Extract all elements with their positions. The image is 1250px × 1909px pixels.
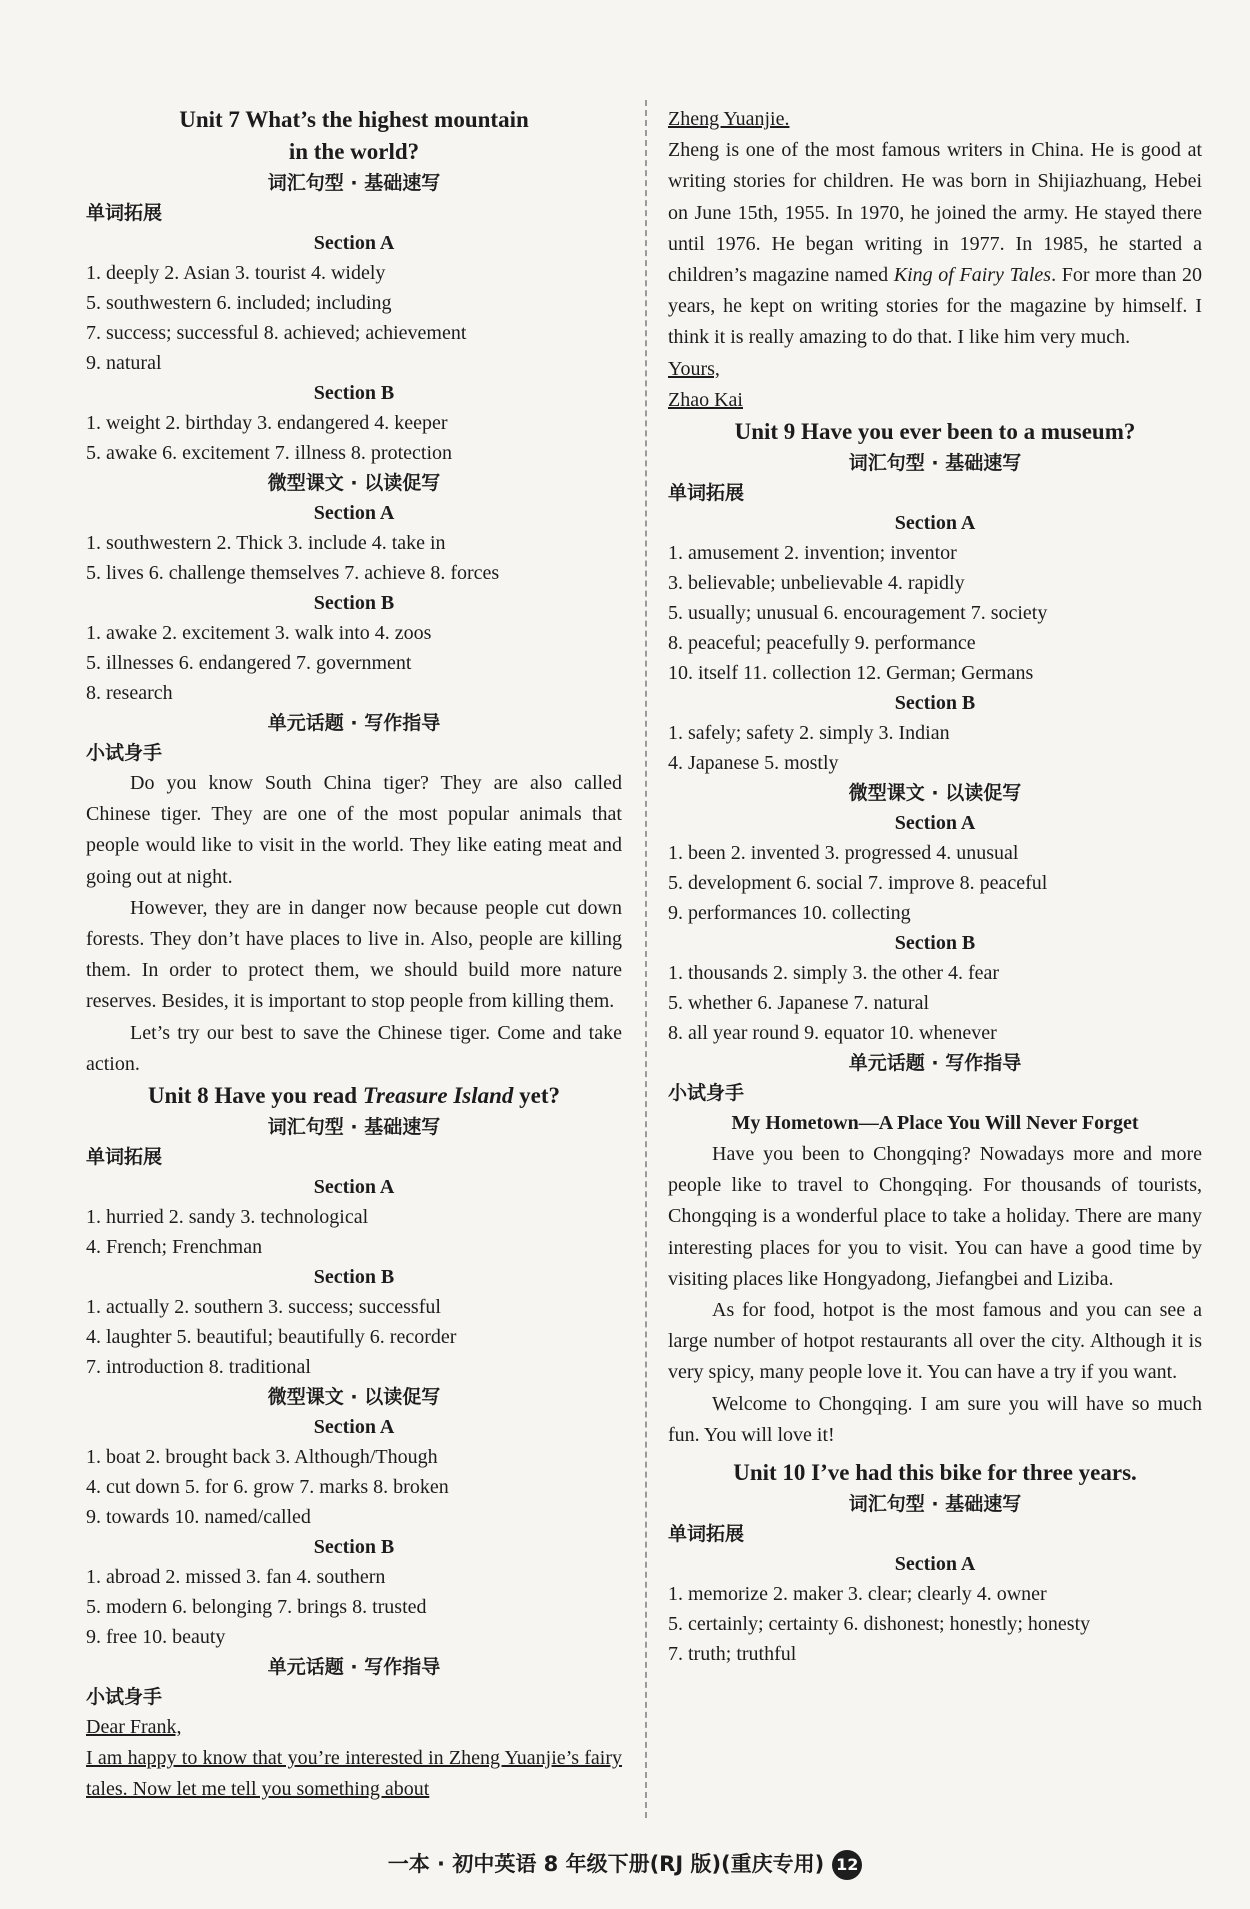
letter-closing: Yours,	[668, 357, 720, 380]
answer-line: 1. boat 2. brought back 3. Although/Though	[86, 1446, 438, 1469]
letter-paragraph-2-a: Zheng is one of the most famous writers in China. He is good at writing stories for children. He was born in Shijiazhuang, Hebei on June 15th, 1955. In 1970, he joined the army. He stayed there until 1976. He began writing in 1977. In 1985, he started a children’s magazine named	[668, 139, 1202, 287]
unit9-topic-heading: 单元话题 · 写作指导	[848, 1052, 1022, 1075]
unit7-vocab-heading: 词汇句型 · 基础速写	[267, 172, 441, 194]
unit10-vocab-heading: 词汇句型 · 基础速写	[848, 1493, 1022, 1516]
answer-line: 1. safely; safety 2. simply 3. Indian	[668, 722, 950, 745]
unit7-essay-paragraph-2: However, they are in danger now because people cut down forests. They don’t have places to live in. Also, people are killing them. In order to protect them, we should build more nature reserves. Besides, it is important to stop people from killing them.	[86, 896, 622, 1013]
unit8-title	[86, 1080, 622, 1112]
unit8-try-label: 小试身手	[86, 1686, 163, 1709]
answer-line: 7. success; successful 8. achieved; achievement	[86, 322, 467, 344]
answer-line: 4. cut down 5. for 6. grow 7. marks 8. broken	[86, 1476, 449, 1499]
unit7-section-a: Section A	[313, 232, 395, 254]
letter-greeting: Dear Frank,	[86, 1716, 182, 1739]
answer-line: 1. amusement 2. invention; inventor	[668, 542, 957, 565]
unit8-title-italic: Treasure Island	[362, 1083, 514, 1109]
answer-line: 3. believable; unbelievable 4. rapidly	[668, 572, 965, 595]
unit9-essay-paragraph-1: Have you been to Chongqing? Nowadays more and more people like to travel to Chongqing. For thousands of tourists, Chongqing is a wonderful place to take a holiday. There are many interesting places for you to visit. You can have a good time by visiting places like Hongyadong, Jiefangbei and Liziba.	[668, 1143, 1202, 1290]
answer-line: 8. research	[86, 682, 173, 704]
answer-line: 9. performances 10. collecting	[668, 902, 911, 925]
unit9-essay-paragraph-3: Welcome to Chongqing. I am sure you will have so much fun. You will love it!	[668, 1392, 1202, 1446]
letter-continued: Zheng Yuanjie.	[668, 108, 790, 130]
unit8-title-suffix: yet?	[513, 1083, 561, 1109]
unit9-micro-section-a: Section A	[894, 812, 976, 835]
unit7-micro-section-b: Section B	[313, 592, 395, 614]
answer-line: 4. Japanese 5. mostly	[668, 752, 839, 775]
answer-line: 9. free 10. beauty	[86, 1626, 226, 1649]
page-footer	[0, 1848, 1250, 1880]
answer-line: 7. truth; truthful	[668, 1643, 797, 1666]
unit7-topic-heading: 单元话题 · 写作指导	[267, 712, 441, 734]
answer-line: 8. peaceful; peacefully 9. performance	[668, 632, 976, 655]
left-column	[86, 104, 622, 1806]
unit9-essay-title: My Hometown—A Place You Will Never Forget	[731, 1112, 1139, 1135]
magazine-name: King of Fairy Tales	[893, 264, 1052, 287]
letter-paragraph-1: I am happy to know that you’re interested in Zheng Yuanjie’s fairy tales. Now let me tell you something about	[86, 1747, 622, 1801]
unit9-micro-heading: 微型课文 · 以读促写	[848, 782, 1022, 805]
unit9-expand-label: 单词拓展	[668, 482, 745, 505]
answer-line: 9. natural	[86, 352, 162, 374]
right-column	[668, 104, 1202, 1669]
page-number: 12	[832, 1850, 862, 1880]
unit9-section-a: Section A	[894, 512, 976, 535]
unit7-section-b: Section B	[313, 382, 395, 404]
column-divider	[645, 100, 647, 1818]
answer-line: 5. certainly; certainty 6. dishonest; honestly; honesty	[668, 1613, 1091, 1636]
letter-paragraph-2	[668, 135, 1202, 353]
unit10-title: Unit 10 I’ve had this bike for three years.	[733, 1460, 1137, 1486]
unit7-essay-paragraph-3: Let’s try our best to save the Chinese tiger. Come and take action.	[86, 1021, 622, 1075]
unit8-expand-label: 单词拓展	[86, 1146, 163, 1169]
unit8-vocab-heading: 词汇句型 · 基础速写	[267, 1116, 441, 1139]
unit7-title-line2: in the world?	[288, 139, 420, 164]
unit8-micro-section-b: Section B	[313, 1536, 395, 1559]
answer-line: 5. awake 6. excitement 7. illness 8. protection	[86, 442, 453, 464]
answer-line: 4. laughter 5. beautiful; beautifully 6. recorder	[86, 1326, 457, 1349]
unit8-micro-heading: 微型课文 · 以读促写	[267, 1386, 441, 1409]
answer-line: 1. actually 2. southern 3. success; successful	[86, 1296, 441, 1319]
letter-paragraph-2-b: . For more than 20 years, he kept on writing stories for the magazine by himself. I think it is really amazing to do that. I like him very much.	[668, 264, 1202, 349]
unit10-section-a: Section A	[894, 1553, 976, 1576]
answer-line: 7. introduction 8. traditional	[86, 1356, 311, 1379]
unit9-try-label: 小试身手	[668, 1082, 745, 1105]
unit10-expand-label: 单词拓展	[668, 1523, 745, 1546]
footer-book-title: 一本 · 初中英语 8 年级下册(RJ 版)(重庆专用)	[387, 1852, 825, 1876]
unit9-title: Unit 9 Have you ever been to a museum?	[734, 419, 1136, 445]
unit7-expand-label: 单词拓展	[86, 202, 163, 224]
answer-line: 1. been 2. invented 3. progressed 4. unusual	[668, 842, 1019, 865]
answer-line: 5. development 6. social 7. improve 8. peaceful	[668, 872, 1048, 895]
answer-line: 5. modern 6. belonging 7. brings 8. trusted	[86, 1596, 427, 1619]
answer-line: 1. thousands 2. simply 3. the other 4. fear	[668, 962, 1000, 985]
unit9-essay-paragraph-2: As for food, hotpot is the most famous and you can see a large number of hotpot restaurants all over the city. Although it is very spicy, many people love it. You can have a try if you want.	[668, 1299, 1202, 1384]
answer-line: 5. usually; unusual 6. encouragement 7. society	[668, 602, 1048, 625]
answer-line: 9. towards 10. named/called	[86, 1506, 311, 1529]
unit9-section-b: Section B	[894, 692, 976, 715]
unit9-micro-section-b: Section B	[894, 932, 976, 955]
answer-line: 5. illnesses 6. endangered 7. government	[86, 652, 412, 674]
unit9-vocab-heading: 词汇句型 · 基础速写	[848, 452, 1022, 475]
answer-line: 10. itself 11. collection 12. German; Germans	[668, 662, 1034, 685]
unit7-essay-paragraph-1: Do you know South China tiger? They are also called Chinese tiger. They are one of the most popular animals that people would like to visit in the world. They like eating meat and going out at night.	[86, 772, 622, 888]
unit7-title-line1: Unit 7 What’s the highest mountain	[179, 107, 529, 132]
answer-line: 1. weight 2. birthday 3. endangered 4. keeper	[86, 412, 448, 434]
answer-line: 1. memorize 2. maker 3. clear; clearly 4. owner	[668, 1583, 1047, 1606]
unit8-topic-heading: 单元话题 · 写作指导	[267, 1656, 441, 1679]
answer-line: 5. whether 6. Japanese 7. natural	[668, 992, 930, 1015]
unit8-section-a: Section A	[313, 1176, 395, 1199]
unit7-micro-section-a: Section A	[313, 502, 395, 524]
answer-line: 1. hurried 2. sandy 3. technological	[86, 1206, 369, 1229]
answer-line: 5. lives 6. challenge themselves 7. achieve 8. forces	[86, 562, 500, 584]
answer-line: 8. all year round 9. equator 10. whenever	[668, 1022, 997, 1045]
unit8-title-prefix: Unit 8 Have you read	[147, 1083, 363, 1109]
answer-line: 4. French; Frenchman	[86, 1236, 263, 1259]
unit7-micro-heading: 微型课文 · 以读促写	[267, 472, 441, 494]
unit8-section-b: Section B	[313, 1266, 395, 1289]
answer-line: 1. awake 2. excitement 3. walk into 4. zoos	[86, 622, 432, 644]
letter-signature: Zhao Kai	[668, 388, 743, 411]
unit8-micro-section-a: Section A	[313, 1416, 395, 1439]
answer-line: 5. southwestern 6. included; including	[86, 292, 392, 314]
answer-line: 1. deeply 2. Asian 3. tourist 4. widely	[86, 262, 386, 284]
answer-line: 1. abroad 2. missed 3. fan 4. southern	[86, 1566, 386, 1589]
answer-line: 1. southwestern 2. Thick 3. include 4. take in	[86, 532, 446, 554]
unit7-try-label: 小试身手	[86, 742, 163, 764]
